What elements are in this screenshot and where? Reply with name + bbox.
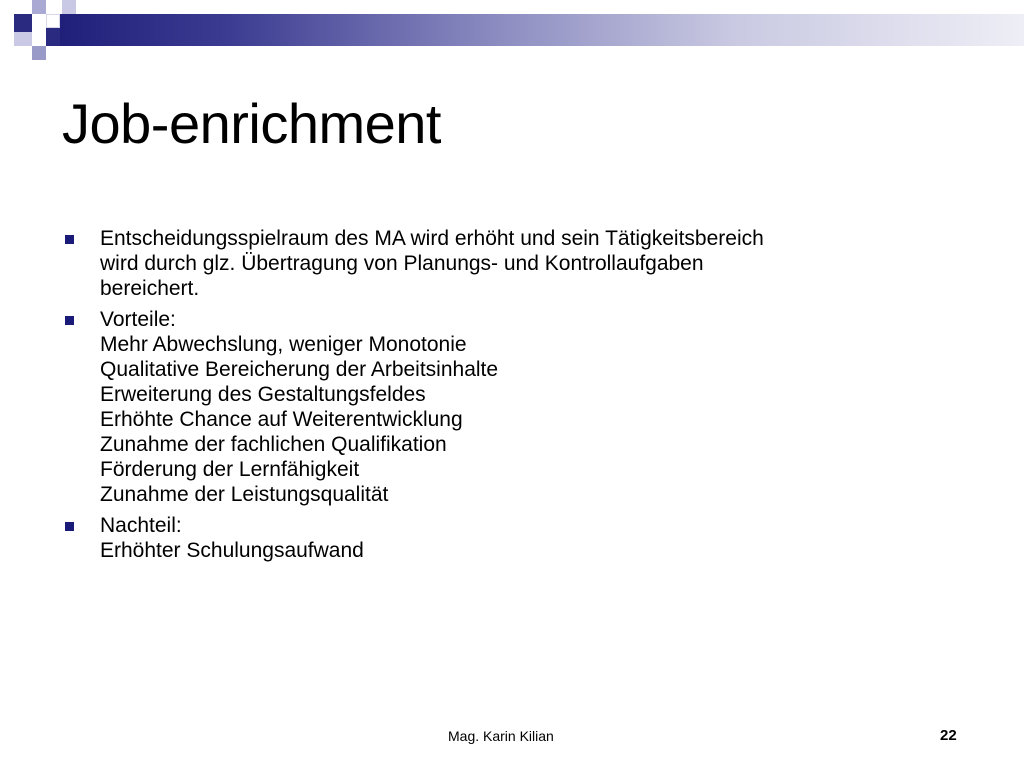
decorative-square (0, 14, 14, 28)
header-gradient-bar (56, 14, 1024, 46)
bullet-text-line: Erweiterung des Gestaltungsfeldes (100, 383, 426, 406)
bullet-text-line: Entscheidungsspielraum des MA wird erhöht und sein Tätigkeitsbereich (100, 227, 764, 250)
bullet-text-line: Qualitative Bereicherung der Arbeitsinhalte (100, 358, 499, 381)
bullet-item (62, 226, 962, 301)
decorative-square (62, 0, 76, 14)
page-number: 22 (940, 727, 957, 744)
decorative-square (0, 46, 14, 60)
bullet-text-line: Erhöhter Schulungsaufwand (100, 539, 364, 562)
bullet-item (62, 307, 962, 507)
bullet-text-line: Mehr Abwechslung, weniger Monotonie (100, 333, 467, 356)
bullet-text-line: wird durch glz. Übertragung von Planungs- und Kontrollaufgaben (100, 252, 704, 275)
bullet-list (62, 226, 962, 569)
bullet-text-line: bereichert. (100, 277, 200, 300)
square-bullet-icon (65, 316, 74, 325)
bullet-text-line: Förderung der Lernfähigkeit (100, 458, 360, 481)
decorative-square (32, 28, 46, 42)
bullet-item (62, 513, 962, 563)
decorative-square (32, 46, 46, 60)
decorative-square (14, 32, 32, 46)
footer-author: Mag. Karin Kilian (448, 728, 554, 744)
bullet-text-line: Erhöhte Chance auf Weiterentwicklung (100, 408, 463, 431)
decorative-square (46, 28, 60, 46)
bullet-text-line: Zunahme der fachlichen Qualifikation (100, 433, 447, 456)
bullet-text-line: Zunahme der Leistungsqualität (100, 483, 389, 506)
bullet-heading: Nachteil: (100, 514, 182, 537)
decorative-square (14, 14, 32, 32)
decorative-square (46, 14, 60, 28)
decorative-square (32, 0, 46, 14)
square-bullet-icon (65, 235, 74, 244)
bullet-heading: Vorteile: (100, 308, 176, 331)
slide-title: Job-enrichment (62, 92, 441, 155)
square-bullet-icon (65, 522, 74, 531)
